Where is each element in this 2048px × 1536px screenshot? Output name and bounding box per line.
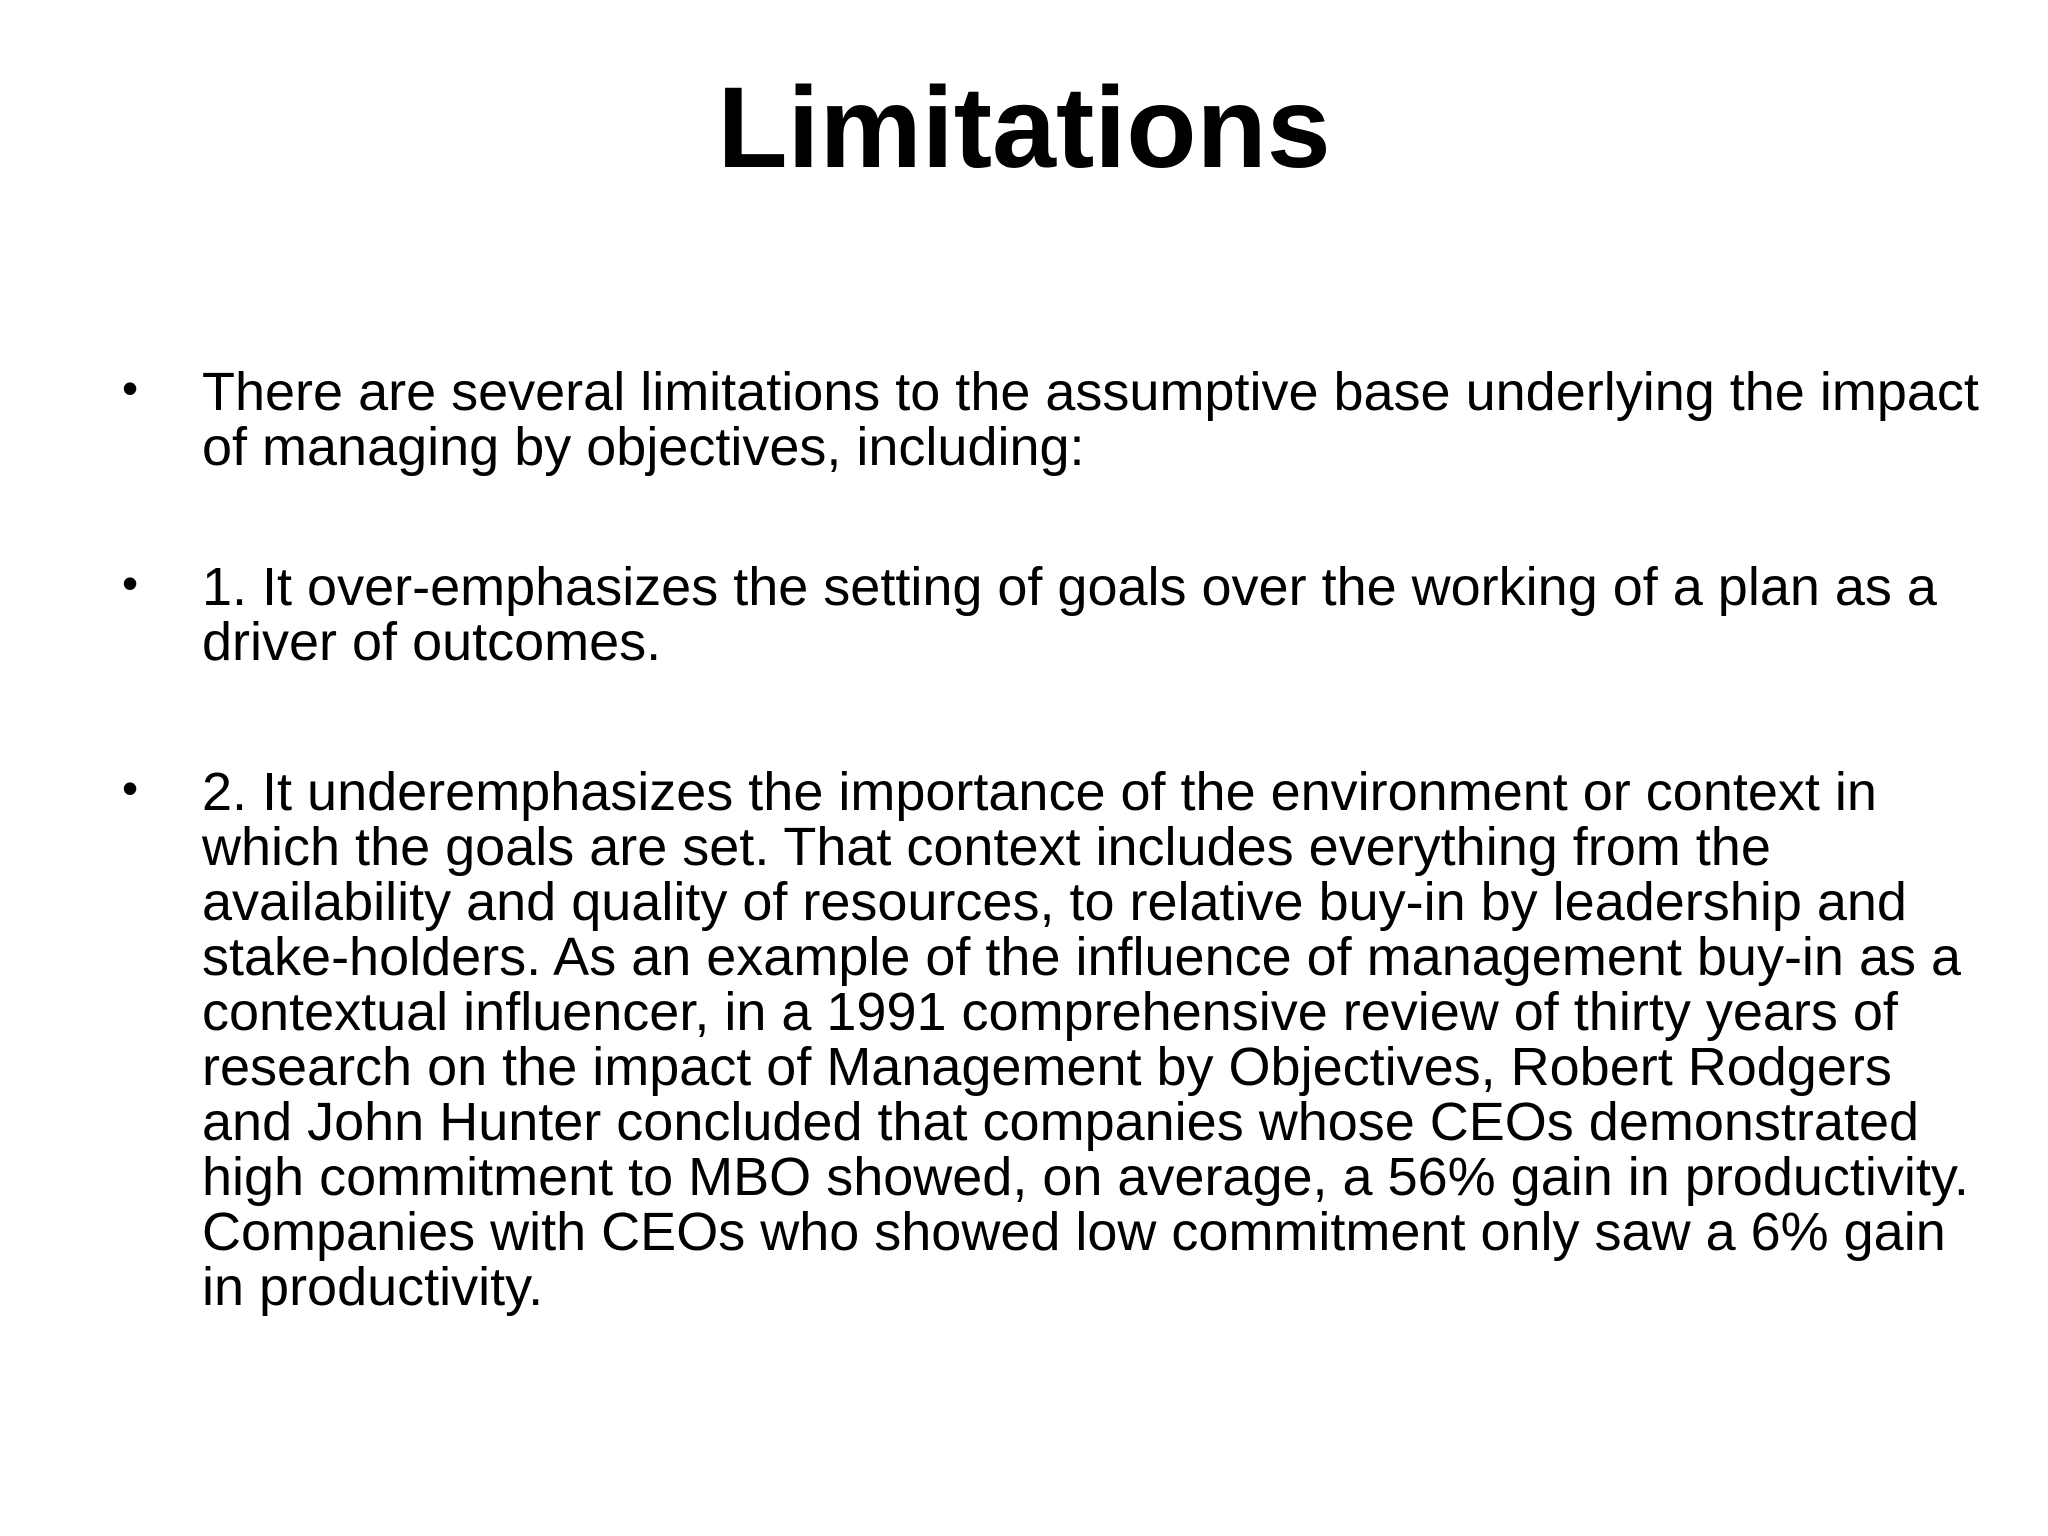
bullet-text: 2. It underemphasizes the importance of the environment or context in which the goals are set. That context includes everything from the availability and quality of resources, to relative buy-in by leadership and stake-holders. As an example of the influence of management buy-in as a contextual influencer, in a 1991 comprehensive review of thirty years of research on the impact of Management by Objectives, Robert Rodgers and John Hunter concluded that companies whose CEOs demonstrated high commitment to MBO showed, on average, a 56% gain in productivity. Companies with CEOs who showed low commitment only saw a 6% gain in productivity. xyxy=(202,762,1969,1317)
bullet-item-intro xyxy=(120,362,1990,477)
bullet-icon: • xyxy=(122,762,139,814)
bullet-text: There are several limitations to the assumptive base underlying the impact of managing by objectives, including: xyxy=(202,362,1979,477)
bullet-text: 1. It over-emphasizes the setting of goals over the working of a plan as a driver of outcomes. xyxy=(202,557,1937,672)
bullet-item-limitation-1 xyxy=(120,557,1990,672)
bullet-icon: • xyxy=(122,557,139,609)
bullet-icon: • xyxy=(122,362,139,414)
bullet-list xyxy=(120,362,1990,1317)
bullet-item-limitation-2 xyxy=(120,762,1990,1317)
slide-title: Limitations xyxy=(717,64,1331,192)
